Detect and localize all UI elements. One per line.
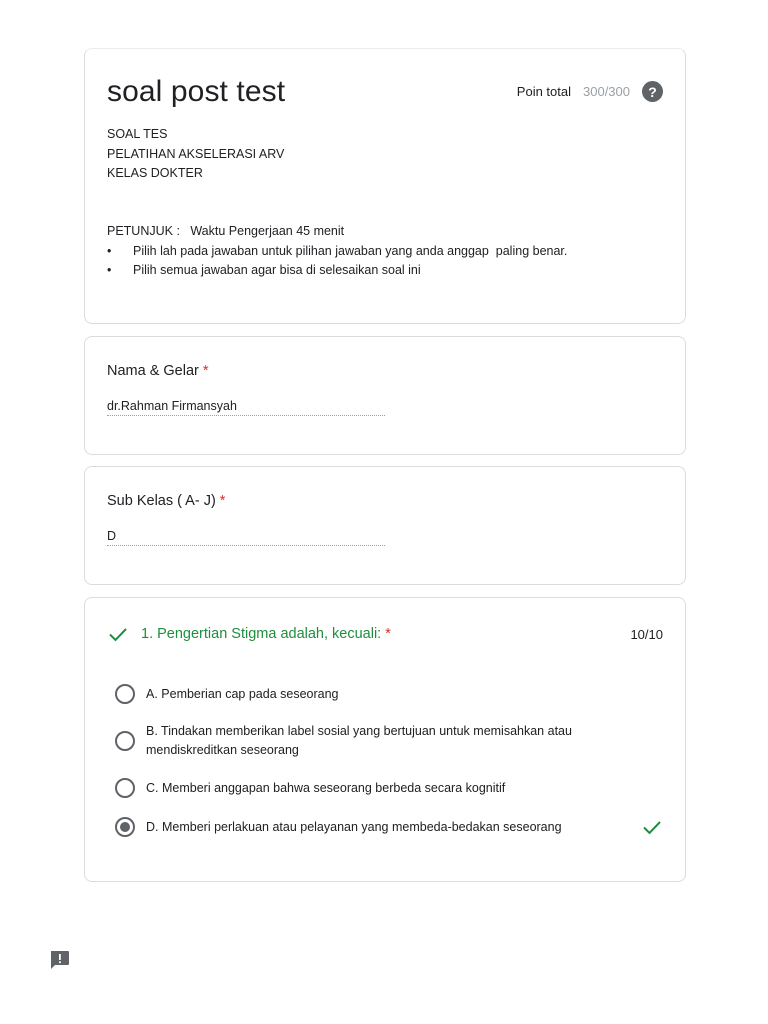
option-c[interactable] <box>115 778 663 798</box>
required-mark: * <box>385 626 391 642</box>
points-summary <box>517 81 663 102</box>
points-label: Poin total <box>516 84 571 99</box>
description-line: SOAL TES <box>107 127 168 141</box>
required-mark: * <box>219 493 226 509</box>
points-value: 300/300 <box>583 84 630 99</box>
question-label: Nama & Gelar <box>107 363 199 379</box>
instruction-text: Pilih semua jawaban agar bisa di selesaikan soal ini <box>133 263 421 277</box>
option-a[interactable] <box>115 684 663 704</box>
instruction-item <box>107 261 667 281</box>
radio-button[interactable] <box>115 731 135 751</box>
required-mark: * <box>202 363 209 379</box>
option-label: D. Memberi perlakuan atau pelayanan yang membeda-bedakan seseorang <box>146 819 562 834</box>
radio-button-selected[interactable] <box>115 817 135 837</box>
form-description <box>107 125 284 184</box>
subkelas-question-card <box>84 466 686 585</box>
question-score: 10/10 <box>630 626 663 642</box>
report-feedback-icon[interactable] <box>49 950 70 970</box>
question-text-label: 1. Pengertian Stigma adalah, kecuali: <box>141 626 382 642</box>
option-label: A. Pemberian cap pada seseorang <box>146 686 339 701</box>
instructions-heading: PETUNJUK : Waktu Pengerjaan 45 menit <box>107 224 345 238</box>
checkmark-icon <box>107 624 129 644</box>
correct-answer-checkmark-icon <box>641 817 663 837</box>
bullet: • <box>107 243 112 258</box>
description-line: PELATIHAN AKSELERASI ARV <box>107 146 285 161</box>
question-text <box>141 626 630 642</box>
instruction-item <box>107 242 667 262</box>
bullet: • <box>107 263 112 277</box>
form-header-card <box>84 48 686 324</box>
description-line: KELAS DOKTER <box>107 166 203 180</box>
option-label: C. Memberi anggapan bahwa seseorang berbeda secara kognitif <box>146 780 506 795</box>
option-d[interactable] <box>115 817 663 837</box>
question-label: Sub Kelas ( A- J) <box>107 493 216 509</box>
instruction-text: Pilih lah pada jawaban untuk pilihan jawaban yang anda anggap paling benar. <box>133 243 568 258</box>
question-header <box>107 624 663 644</box>
question-1-card <box>84 597 686 882</box>
radio-button[interactable] <box>115 778 135 798</box>
subkelas-answer-field[interactable]: D <box>107 529 385 546</box>
instructions <box>107 222 667 281</box>
question-title <box>107 363 209 379</box>
name-answer-field[interactable]: dr.Rahman Firmansyah <box>107 399 385 416</box>
form-title: soal post test <box>107 75 286 108</box>
question-title <box>107 493 225 509</box>
option-label: B. Tindakan memberikan label sosial yang bertujuan untuk memisahkan atau mendiskreditkan seseorang <box>146 724 572 757</box>
radio-button[interactable] <box>115 684 135 704</box>
name-question-card <box>84 336 686 455</box>
help-icon[interactable]: ? <box>642 81 663 102</box>
option-b[interactable] <box>115 722 663 759</box>
